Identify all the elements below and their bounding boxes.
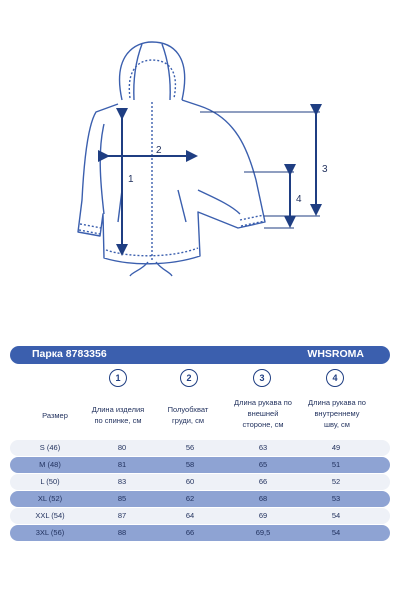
size-cell: 3XL (56)	[35, 528, 65, 537]
value-cell: 69	[258, 511, 268, 520]
value-cell: 87	[117, 511, 127, 520]
table-row	[10, 440, 390, 456]
value-cell: 49	[331, 443, 341, 452]
dimension-label-2: 2	[156, 145, 162, 156]
dimension-label-4: 4	[296, 194, 302, 205]
value-cell: 68	[258, 494, 268, 503]
value-cell: 54	[331, 528, 341, 537]
value-cell: 62	[185, 494, 195, 503]
measure-lines	[108, 114, 316, 254]
measure-guides	[200, 112, 320, 228]
value-cell: 54	[331, 511, 341, 520]
table-row	[10, 474, 390, 490]
dimension-label-3: 3	[322, 164, 328, 175]
brand-name: WHSROMA	[307, 348, 364, 360]
value-cell: 60	[185, 477, 195, 486]
value-cell: 88	[117, 528, 127, 537]
value-cell: 66	[258, 477, 268, 486]
left-sleeve	[100, 124, 104, 214]
value-cell: 85	[117, 494, 127, 503]
value-cell: 63	[258, 443, 268, 452]
column-number-2: 2	[180, 369, 198, 387]
value-cell: 80	[117, 443, 127, 452]
heading-sleeve-inner: Длина рукава по внутреннему шву, см	[308, 398, 366, 429]
size-cell: S (46)	[39, 443, 61, 452]
value-cell: 64	[185, 511, 195, 520]
table-row	[10, 491, 390, 507]
table-row	[10, 457, 390, 473]
size-cell: M (48)	[39, 460, 61, 469]
heading-length-back: Длина изделия по спинке, см	[91, 405, 145, 425]
dimension-label-1: 1	[128, 174, 134, 185]
value-cell: 58	[185, 460, 195, 469]
value-cell: 66	[185, 528, 195, 537]
jacket-body	[78, 100, 265, 264]
heading-half-chest: Полуобхват груди, см	[167, 405, 209, 425]
table-row	[10, 525, 390, 541]
table-row	[10, 508, 390, 524]
size-cell: XL (52)	[37, 494, 63, 503]
size-cell: L (50)	[40, 477, 60, 486]
column-number-4: 4	[326, 369, 344, 387]
dimension-labels	[128, 145, 328, 205]
size-cell: XXL (54)	[35, 511, 65, 520]
value-cell: 56	[185, 443, 195, 452]
column-number-1: 1	[109, 369, 127, 387]
jacket-outline	[78, 42, 265, 276]
table-header-bar	[10, 346, 390, 364]
product-title: Парка 8783356	[32, 348, 107, 360]
hood-seam	[134, 44, 170, 100]
right-sleeve-inner	[198, 190, 240, 214]
value-cell: 51	[331, 460, 341, 469]
heading-sleeve-outer: Длина рукава по внешней стороне, см	[234, 398, 292, 429]
value-cell: 81	[117, 460, 127, 469]
value-cell: 53	[331, 494, 341, 503]
column-number-3: 3	[253, 369, 271, 387]
value-cell: 65	[258, 460, 268, 469]
value-cell: 83	[117, 477, 127, 486]
value-cell: 52	[331, 477, 341, 486]
right-pocket	[178, 190, 186, 222]
value-cell: 69,5	[255, 528, 271, 537]
size-column-heading: Размер	[42, 411, 68, 420]
